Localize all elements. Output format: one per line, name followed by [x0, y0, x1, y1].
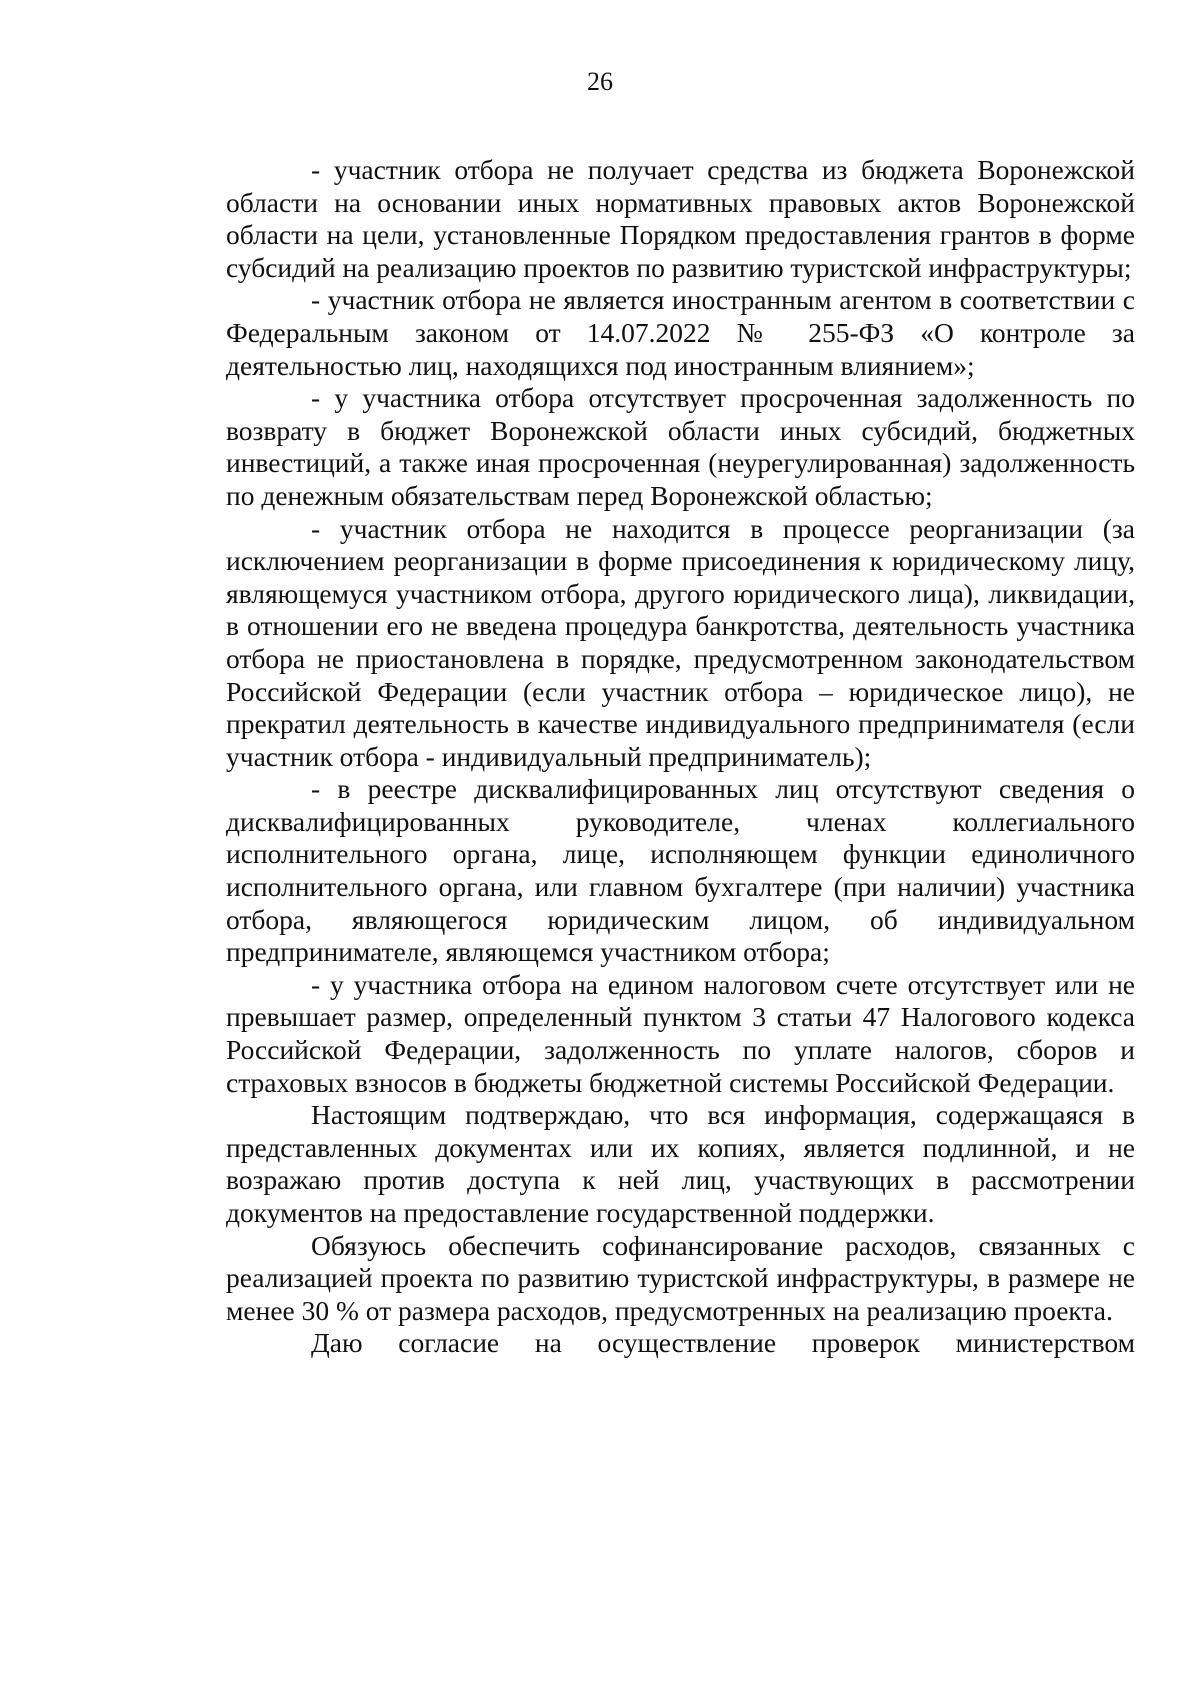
paragraph-tax-account: - у участника отбора на едином налоговом счете отсутствует или не превышает размер, определенный пунктом 3 статьи 47 Налогового кодекса Российской Федерации, задолженность по уплате налогов, сборов и страховых взносов в бюджеты бюджетной системы Российской Федерации. — [226, 968, 1135, 1098]
page-number: 26 — [587, 67, 613, 96]
paragraph-cofinancing: Обязуюсь обеспечить софинансирование расходов, связанных с реализацией проекта по развитию туристской инфраструктуры, в размере не менее 30 % от размера расходов, предусмотренных на реализацию проекта. — [226, 1229, 1135, 1326]
paragraph-overdue-debt: - у участника отбора отсутствует просроченная задолженность по возврату в бюджет Воронежской области иных субсидий, бюджетных инвестиций, а также иная просроченная (неурегулированная) задолженность по денежным обязательствам перед Воронежской областью; — [226, 382, 1135, 511]
paragraph-budget-funds: - участник отбора не получает средства из бюджета Воронежской области на основании иных нормативных правовых актов Воронежской области на цели, установленные Порядком предоставления грантов в форме субсидий на реализацию проектов по развитию туристской инфраструктуры; — [226, 154, 1135, 283]
paragraph-disqualified-persons: - в реестре дисквалифицированных лиц отсутствуют сведения о дисквалифицированных руководителе, членах коллегиального исполнительного органа, лице, исполняющем функции единоличного исполнительного органа, или главном бухгалтере (при наличии) участника отбора, являющегося юридическим лицом, об индивидуальном предпринимателе, являющемся участником отбора; — [226, 773, 1135, 968]
paragraph-foreign-agent: - участник отбора не является иностранным агентом в соответствии с Федеральным законом от 14.07.2022 № 255-ФЗ «О контроле за деятельностью лиц, находящихся под иностранным влиянием»; — [226, 284, 1135, 381]
paragraph-confirmation: Настоящим подтверждаю, что вся информация, содержащаяся в представленных документах или их копиях, является подлинной, и не возражаю против доступа к ней лиц, участвующих в рассмотрении документов на предоставление государственной поддержки. — [226, 1099, 1135, 1228]
paragraph-consent: Даю согласие на осуществление проверок министерством — [311, 1327, 1135, 1359]
document-body — [226, 154, 1135, 1360]
paragraph-reorganization: - участник отбора не находится в процессе реорганизации (за исключением реорганизации в форме присоединения к юридическому лицу, являющемуся участником отбора, другого юридического лица), ликвидации, в отношении его не введена процедура банкротства, деятельность участника отбора не приостановлена в порядке, предусмотренном законодательством Российской Федерации (если участник отбора – юридическое лицо), не прекратил деятельность в качестве индивидуального предпринимателя (если участник отбора - индивидуальный предприниматель); — [226, 512, 1135, 772]
